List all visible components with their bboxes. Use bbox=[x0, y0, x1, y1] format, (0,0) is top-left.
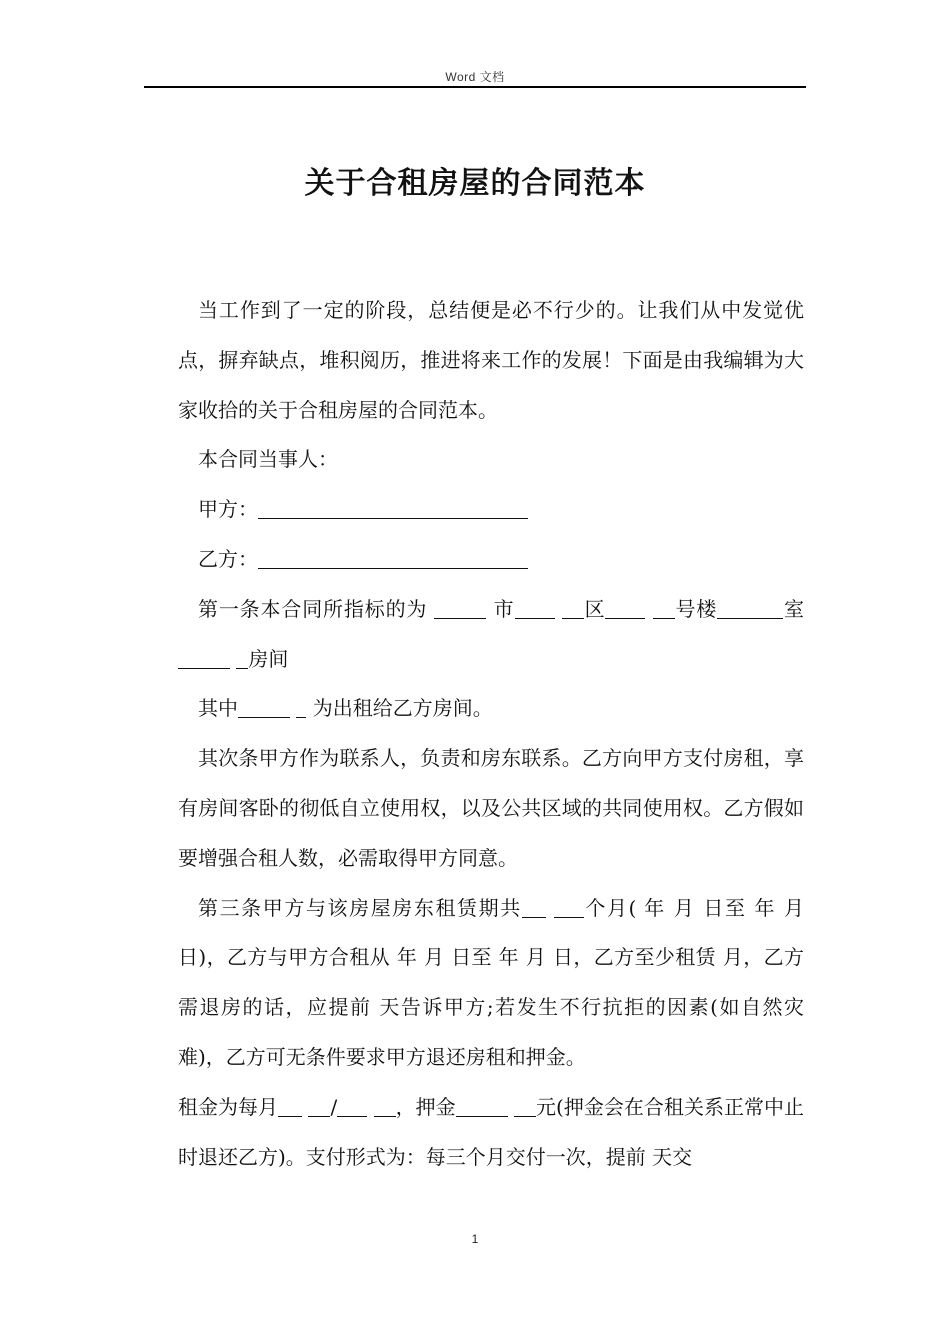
page-header-label: Word 文档 bbox=[445, 70, 505, 84]
party-a-line bbox=[178, 485, 804, 535]
among-text-1: 其中 bbox=[198, 696, 238, 721]
blank bbox=[605, 597, 645, 619]
blank bbox=[456, 1095, 508, 1117]
among-text-2: 为出租给乙方房间。 bbox=[312, 696, 493, 721]
blank bbox=[236, 647, 248, 669]
party-b-line bbox=[178, 535, 804, 585]
article-1-paragraph bbox=[178, 585, 804, 685]
blank bbox=[238, 696, 290, 718]
blank bbox=[178, 647, 230, 669]
article-1-text-2: 市 bbox=[486, 596, 515, 621]
blank bbox=[296, 696, 306, 718]
article-3-paragraph bbox=[178, 884, 804, 1083]
blank bbox=[308, 1095, 330, 1117]
blank bbox=[434, 597, 486, 619]
rent-text-3: ，押金 bbox=[395, 1094, 456, 1119]
party-a-blank bbox=[258, 497, 528, 519]
blank bbox=[374, 1095, 396, 1117]
article-1-text-3: 区 bbox=[583, 596, 606, 621]
article-3-text-1: 第三条甲方与该房屋房东租赁期共 bbox=[198, 895, 522, 920]
blank bbox=[653, 597, 675, 619]
party-b-blank bbox=[258, 547, 528, 569]
page-number: 1 bbox=[471, 1232, 479, 1246]
rent-paragraph bbox=[178, 1083, 804, 1183]
blank bbox=[562, 597, 584, 619]
blank bbox=[554, 896, 584, 918]
article-1-text-1: 第一条本合同所指标的为 bbox=[198, 596, 435, 621]
article-1-text-6: 房间 bbox=[248, 646, 289, 671]
blank bbox=[514, 1095, 536, 1117]
blank bbox=[278, 1095, 302, 1117]
article-3-text-2: 个月( 年 月 日至 年 月 日)，乙方与甲方合租从 年 月 日至 年 月 日，乙方至少租赁 月，乙方需退房的话，应提前 天告诉甲方;若发生不行抗拒的因素(如自然灾难)，乙方可无条件要求甲方退还房租和押金。 bbox=[178, 895, 805, 1069]
parties-heading: 本合同当事人： bbox=[198, 447, 338, 472]
document-title: 关于合租房屋的合同范本 bbox=[304, 166, 646, 201]
rent-text-1: 租金为每月 bbox=[178, 1094, 279, 1119]
blank bbox=[717, 597, 769, 619]
blank bbox=[337, 1095, 367, 1117]
rent-text-2: / bbox=[330, 1094, 338, 1119]
document-body bbox=[178, 286, 804, 1182]
blank bbox=[769, 597, 783, 619]
header-divider bbox=[144, 86, 806, 88]
blank bbox=[515, 597, 555, 619]
among-paragraph bbox=[178, 684, 804, 734]
party-b-label: 乙方： bbox=[198, 546, 258, 571]
article-1-text-5: 室 bbox=[783, 596, 804, 621]
blank bbox=[522, 896, 546, 918]
article-2-paragraph: 其次条甲方作为联系人，负责和房东联系。乙方向甲方支付房租，享有房间客卧的彻低自立使用权，以及公共区域的共同使用权。乙方假如要增强合租人数，必需取得甲方同意。 bbox=[178, 746, 804, 870]
intro-paragraph: 当工作到了一定的阶段，总结便是必不行少的。让我们从中发觉优点，摒弃缺点，堆积阅历，推进将来工作的发展！下面是由我编辑为大家收拾的关于合租房屋的合同范本。 bbox=[178, 298, 804, 422]
party-a-label: 甲方： bbox=[198, 497, 258, 522]
rent-text-4: 元(押金会在合租关系正常中止时退还乙方)。支付形式为：每三个月交付一次，提前 天交 bbox=[178, 1094, 805, 1169]
article-1-text-4: 号楼 bbox=[674, 596, 718, 621]
